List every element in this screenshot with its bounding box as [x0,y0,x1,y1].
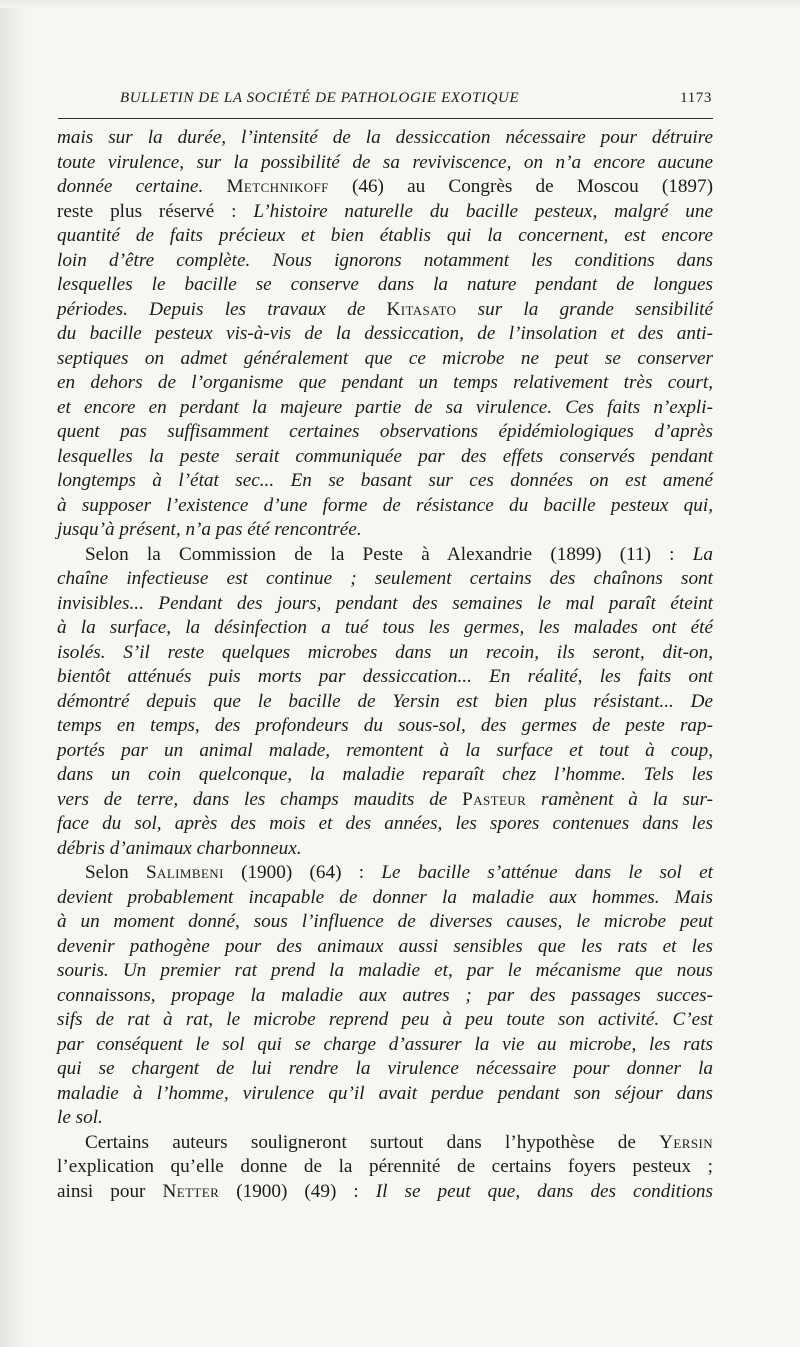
text-line [57,910,713,935]
journal-title: BULLETIN DE LA SOCIÉTÉ DE PATHOLOGIE EXOTIQUE [120,90,520,106]
quoted-text: septiques on admet généralement que ce microbe ne peut se conserver [57,347,713,369]
text-line [57,322,713,347]
quoted-text: L’histoire naturelle du bacille pesteux, malgré une [253,200,713,222]
text-line [57,347,713,372]
text-line [57,371,713,396]
paragraph-first-line [57,1131,713,1156]
quoted-text: donnée certaine. [57,176,227,197]
paragraph-first-line [57,543,713,568]
quoted-text: souris. Un premier rat prend la maladie et, par le mécanisme que nous [57,960,713,981]
quoted-text: par conséquent le sol qui se charge d’assurer la vie au microbe, les rats [57,1033,713,1055]
quoted-text: à supposer l’existence d’une forme de résistance du bacille pesteux qui, [57,494,713,516]
text-run: (1900) (49) : [219,1180,376,1202]
quoted-text: bientôt atténués puis morts par dessiccation... En réalité, les faits ont [57,666,713,687]
quoted-text: ramènent à la sur- [526,788,713,810]
text-line [57,126,713,151]
text-line [57,298,713,323]
quoted-text: chaîne infectieuse est continue ; seulement certains des chaînons sont [57,568,713,589]
quoted-text: La [692,543,713,565]
quoted-text: vers de terre, dans les champs maudits de [57,788,463,810]
author-name: Metchnikoff [226,176,329,197]
text-run: (1900) (64) : [223,862,382,883]
quoted-text: maladie à l’homme, virulence qu’il avait perdue pendant son séjour dans [57,1082,713,1104]
quoted-text: loin d’être complète. Nous ignorons notamment les conditions dans [57,249,713,271]
text-line [57,886,713,911]
text-line [57,420,713,445]
text-line [57,959,713,984]
quoted-text: à un moment donné, sous l’influence de diverses causes, le microbe peut [57,911,713,932]
quoted-text: quent pas suffisamment certaines observations épidémiologiques d’après [57,421,713,442]
quoted-text: connaissons, propage la maladie aux autres ; par des passages succes- [57,984,713,1006]
text-line [57,1057,713,1082]
quoted-text: et encore en perdant la majeure partie de sa virulence. Ces faits n’expli- [57,396,713,418]
text-line [57,812,713,837]
text-line [57,445,713,470]
quoted-text: le sol. [57,1107,103,1128]
quoted-text: devient probablement incapable de donner la maladie aux hommes. Mais [57,886,713,908]
text-line [57,739,713,764]
text-line [57,788,713,813]
quoted-text: Le bacille s’atténue dans le sol et [381,862,713,883]
text-line [57,837,713,862]
text-line [57,690,713,715]
text-line [57,249,713,274]
author-name: Yersin [659,1131,713,1153]
author-name: Pasteur [462,788,527,810]
body-text [57,126,713,1204]
quoted-text: en dehors de l’organisme que pendant un temps relativement très court, [57,372,713,393]
text-line [57,175,713,200]
quoted-text: dans un coin quelconque, la maladie reparaît chez l’homme. Tels les [57,764,713,785]
quoted-text: à la surface, la désinfection a tué tous les germes, les malades ont été [57,617,713,638]
quoted-text: toute virulence, sur la possibilité de sa reviviscence, on n’a encore aucune [57,151,713,173]
text-run: Selon la Commission de la Peste à Alexandrie (1899) (11) : [85,543,693,565]
text-line [57,763,713,788]
quoted-text: portés par un animal malade, remontent à la surface et tout à coup, [57,739,713,761]
text-line [57,273,713,298]
text-line [57,984,713,1009]
quoted-text: face du sol, après des mois et des années, les spores contenues dans les [57,813,713,834]
quoted-text: jusqu’à présent, n’a pas été rencontrée. [57,519,362,540]
quoted-text: périodes. Depuis les travaux de [57,298,387,320]
text-line [57,641,713,666]
quoted-text: mais sur la durée, l’intensité de la dessiccation nécessaire pour détruire [57,127,713,148]
quoted-text: temps en temps, des profondeurs du sous-sol, des germes de peste rap- [57,715,713,736]
quoted-text: longtemps à l’état sec... En se basant sur ces données on est amené [57,470,713,491]
text-line [57,469,713,494]
text-line [57,151,713,176]
paragraph-first-line [57,861,713,886]
header-rule [58,118,713,119]
quoted-text: démontré depuis que le bacille de Yersin est bien plus résistant... De [57,690,713,712]
quoted-text: débris d’animaux charbonneux. [57,837,302,859]
text-line [57,665,713,690]
quoted-text: isolés. S’il reste quelques microbes dans un recoin, ils seront, dit-on, [57,641,713,663]
author-name: Netter [162,1180,220,1202]
quoted-text: Il se peut que, dans des conditions [375,1180,713,1202]
text-line [57,567,713,592]
text-line [57,200,713,225]
page-binding-shadow [0,0,26,1347]
text-line [57,592,713,617]
text-run: reste plus réservé : [57,200,254,222]
text-run: l’explication qu’elle donne de la pérennité de certains foyers pesteux ; [57,1156,713,1177]
text-line [57,494,713,519]
text-line [57,714,713,739]
author-name: Salimbeni [145,862,224,883]
quoted-text: quantité de faits précieux et bien établis qui la concernent, est encore [57,225,713,246]
text-line [57,1106,713,1131]
text-line [57,1082,713,1107]
text-run: Selon [85,862,146,883]
quoted-text: sur la grande sensibilité [456,298,713,320]
text-line [57,1008,713,1033]
text-run: Certains auteurs souligneront surtout dans l’hypothèse de [85,1131,660,1153]
page-top-shadow [0,0,800,8]
text-line [57,396,713,421]
text-line [57,1180,713,1205]
quoted-text: lesquelles le bacille se conserve dans la nature pendant de longues [57,274,713,295]
quoted-text: qui se chargent de lui rendre la virulence nécessaire pour donner la [57,1058,713,1079]
quoted-text: devenir pathogène pour des animaux aussi sensibles que les rats et les [57,935,713,957]
text-line [57,1033,713,1058]
text-line [57,616,713,641]
text-line [57,1155,713,1180]
text-run: ainsi pour [57,1180,163,1202]
text-run: (46) au Congrès de Moscou (1897) [328,176,713,197]
author-name: Kitasato [386,298,457,320]
quoted-text: sifs de rat à rat, le microbe reprend peu à peu toute son activité. C’est [57,1009,713,1030]
quoted-text: invisibles... Pendant des jours, pendant des semaines le mal paraît éteint [57,592,713,614]
page-number: 1173 [680,90,712,106]
running-head [120,88,712,116]
quoted-text: du bacille pesteux vis-à-vis de la dessiccation, de l’insolation et des anti- [57,323,713,344]
text-line [57,935,713,960]
quoted-text: lesquelles la peste serait communiquée par des effets conservés pendant [57,445,713,467]
text-line [57,518,713,543]
text-line [57,224,713,249]
